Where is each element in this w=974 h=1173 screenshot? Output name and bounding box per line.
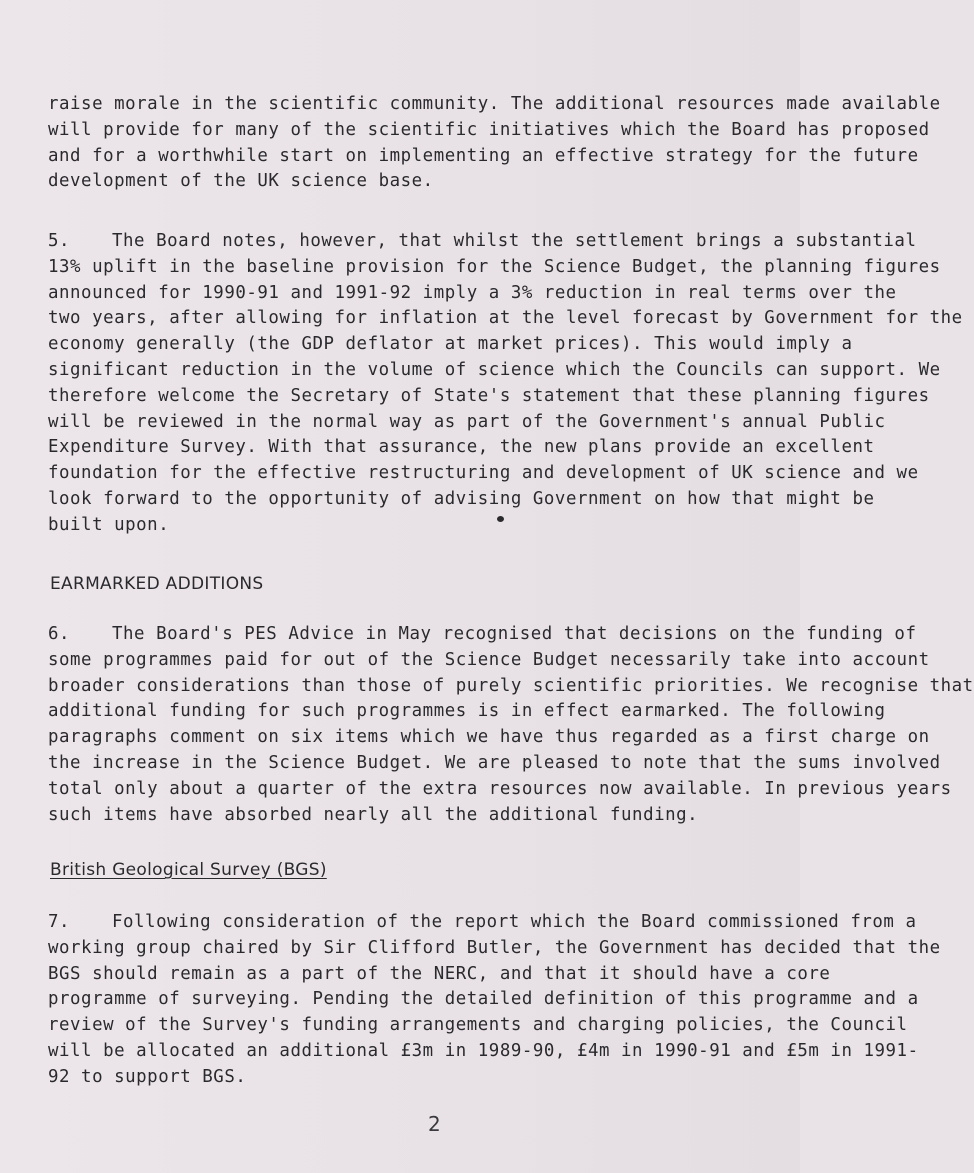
text-line: two years, after allowing for inflation at the level forecast by Government for the <box>48 308 963 329</box>
text-line: paragraphs comment on six items which we have thus regarded as a first charge on <box>48 727 930 748</box>
text-line: 92 to support BGS. <box>48 1066 247 1087</box>
paragraph-number: 5. <box>48 231 71 251</box>
text-line <box>48 622 917 648</box>
paragraph-6 <box>48 622 974 828</box>
text-line <box>48 910 917 936</box>
text-line: will provide for many of the scientific initiatives which the Board has proposed <box>48 119 930 140</box>
text-line: will be reviewed in the normal way as part of the Government's annual Public <box>48 411 886 432</box>
text-line: broader considerations than those of purely scientific priorities. We recognise that <box>48 675 974 696</box>
text-line: such items have absorbed nearly all the additional funding. <box>48 804 699 825</box>
text-line: additional funding for such programmes is in effect earmarked. The following <box>48 701 886 722</box>
text-line: will be allocated an additional £3m in 1989-90, £4m in 1990-91 and £5m in 1991- <box>48 1040 919 1061</box>
section-heading-earmarked: EARMARKED ADDITIONS <box>50 574 264 594</box>
text-line: economy generally (the GDP deflator at market prices). This would imply a <box>48 334 853 355</box>
text-line: review of the Survey's funding arrangements and charging policies, the Council <box>48 1015 908 1036</box>
page-number: 2 <box>428 1112 441 1136</box>
paragraph-number: 6. <box>48 624 71 644</box>
text-line: look forward to the opportunity of advising Government on how that might be <box>48 488 875 509</box>
text-line: development of the UK science base. <box>48 171 434 192</box>
text-line: BGS should remain as a part of the NERC, and that it should have a core <box>48 963 831 984</box>
text-line: Expenditure Survey. With that assurance, the new plans provide an excellent <box>48 437 875 458</box>
text-line-body: Following consideration of the report which the Board commissioned from a <box>112 912 917 932</box>
text-line: total only about a quarter of the extra resources now available. In previous years <box>48 778 952 799</box>
text-line-body: The Board notes, however, that whilst the settlement brings a substantial <box>112 231 917 251</box>
text-line: raise morale in the scientific community. The additional resources made available <box>48 94 941 114</box>
text-line: announced for 1990-91 and 1991-92 imply a 3% reduction in real terms over the <box>48 282 897 303</box>
text-line: programme of surveying. Pending the detailed definition of this programme and a <box>48 989 919 1010</box>
text-line: working group chaired by Sir Clifford Butler, the Government has decided that the <box>48 937 941 958</box>
text-line-body: The Board's PES Advice in May recognised that decisions on the funding of <box>112 624 917 644</box>
ink-spot <box>497 516 504 522</box>
paragraph-5 <box>48 229 963 539</box>
text-line: foundation for the effective restructuring and development of UK science and we <box>48 463 919 484</box>
text-line: and for a worthwhile start on implementing an effective strategy for the future <box>48 145 919 166</box>
text-line: some programmes paid for out of the Science Budget necessarily take into account <box>48 649 930 670</box>
paragraph-4-continuation <box>48 92 941 195</box>
text-line: therefore welcome the Secretary of State's statement that these planning figures <box>48 385 930 406</box>
text-line: built upon. <box>48 514 170 535</box>
paragraph-number: 7. <box>48 912 71 932</box>
section-heading-bgs: British Geological Survey (BGS) <box>50 860 327 880</box>
text-line: significant reduction in the volume of science which the Councils can support. We <box>48 359 941 380</box>
text-line <box>48 229 917 255</box>
text-line: 13% uplift in the baseline provision for the Science Budget, the planning figures <box>48 256 941 277</box>
text-line: the increase in the Science Budget. We are pleased to note that the sums involved <box>48 752 941 773</box>
paragraph-7 <box>48 910 941 1091</box>
